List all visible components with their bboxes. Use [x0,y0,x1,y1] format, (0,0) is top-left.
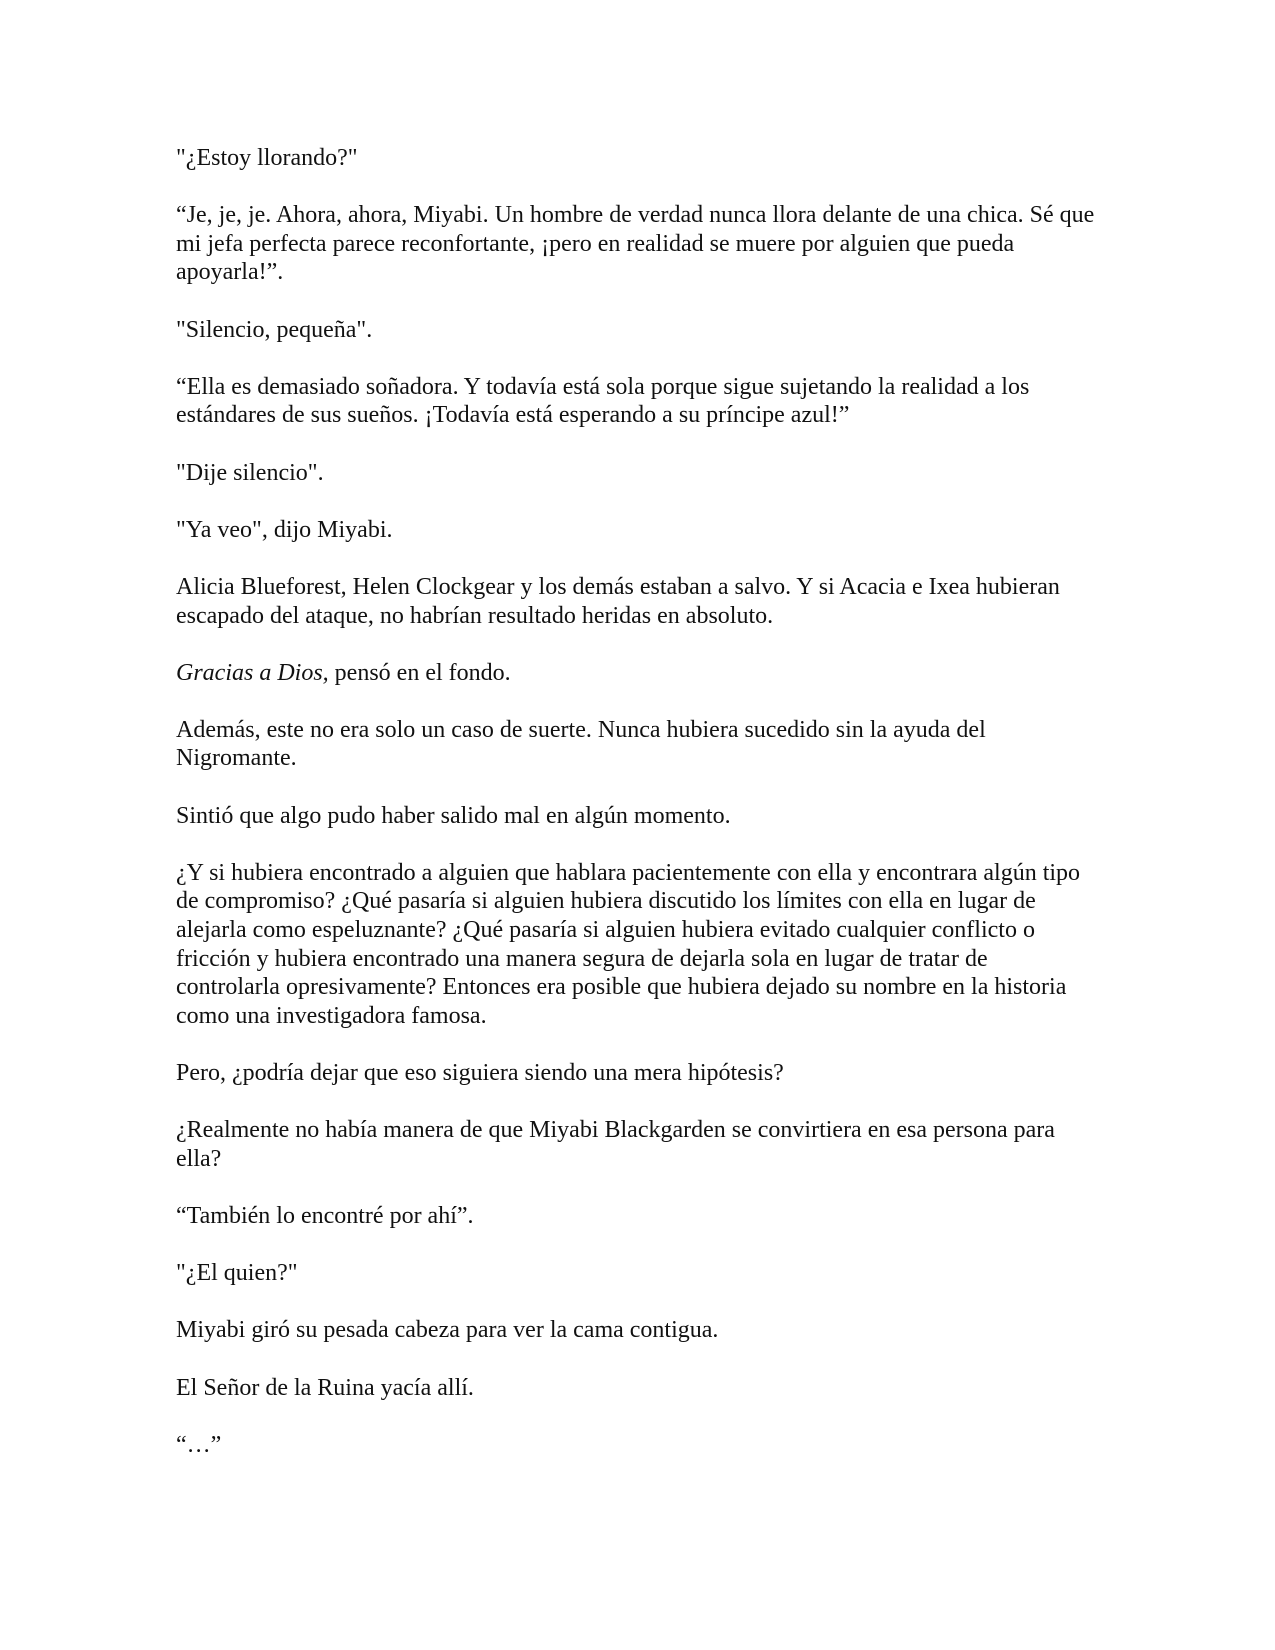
paragraph-10: Sintió que algo pudo haber salido mal en algún momento. [176,802,731,829]
paragraph-16: Miyabi giró su pesada cabeza para ver la cama contigua. [176,1317,719,1344]
paragraph-8-rest: pensó en el fondo. [328,659,511,686]
paragraph-17: El Señor de la Ruina yacía allí. [176,1374,474,1401]
paragraph-7: Alicia Blueforest, Helen Clockgear y los demás estaban a salvo. Y si Acacia e Ixea hubieran escapado del ataque, no habrían resultado heridas en absoluto. [176,573,1060,629]
italic-thought: Gracias a Dios, [176,659,329,686]
paragraph-1: "¿Estoy llorando?" [176,145,358,171]
paragraph-5: "Dije silencio". [176,459,324,486]
paragraph-12: Pero, ¿podría dejar que eso siguiera siendo una mera hipótesis? [176,1060,784,1086]
document-body [176,144,1096,1459]
paragraph-14: “También lo encontré por ahí”. [176,1202,474,1229]
paragraph-18: “…” [176,1431,222,1458]
paragraph-13: ¿Realmente no había manera de que Miyabi Blackgarden se convirtiera en esa persona para ella? [176,1117,1055,1172]
paragraph-9: Además, este no era solo un caso de suerte. Nunca hubiera sucedido sin la ayuda del Nigromante. [176,716,986,772]
paragraph-3: "Silencio, pequeña". [176,316,373,343]
paragraph-6: "Ya veo", dijo Miyabi. [176,516,393,543]
paragraph-11: ¿Y si hubiera encontrado a alguien que hablara pacientemente con ella y encontrara algún tipo de compromiso? ¿Qué pasaría si alguien hubiera discutido los límites con ella en lugar de alejarla como espeluznante? ¿Qué pasaría si alguien hubiera evitado cualquier conflicto o fricción y hubiera encontrado una manera segura de dejarla sola en lugar de tratar de controlarla opresivamente? Entonces era posible que hubiera dejado su nombre en la historia como una investigadora famosa. [176,859,1081,1029]
paragraph-4: “Ella es demasiado soñadora. Y todavía está sola porque sigue sujetando la realidad a los estándares de sus sueños. ¡Todavía está esperando a su príncipe azul!” [176,373,1030,429]
paragraph-8 [176,659,1096,688]
paragraph-15: "¿El quien?" [176,1260,298,1287]
paragraph-2: “Je, je, je. Ahora, ahora, Miyabi. Un hombre de verdad nunca llora delante de una chica. Sé que mi jefa perfecta parece reconfortante, ¡pero en realidad se muere por alguien que pueda apoyarla!”. [176,202,1095,286]
